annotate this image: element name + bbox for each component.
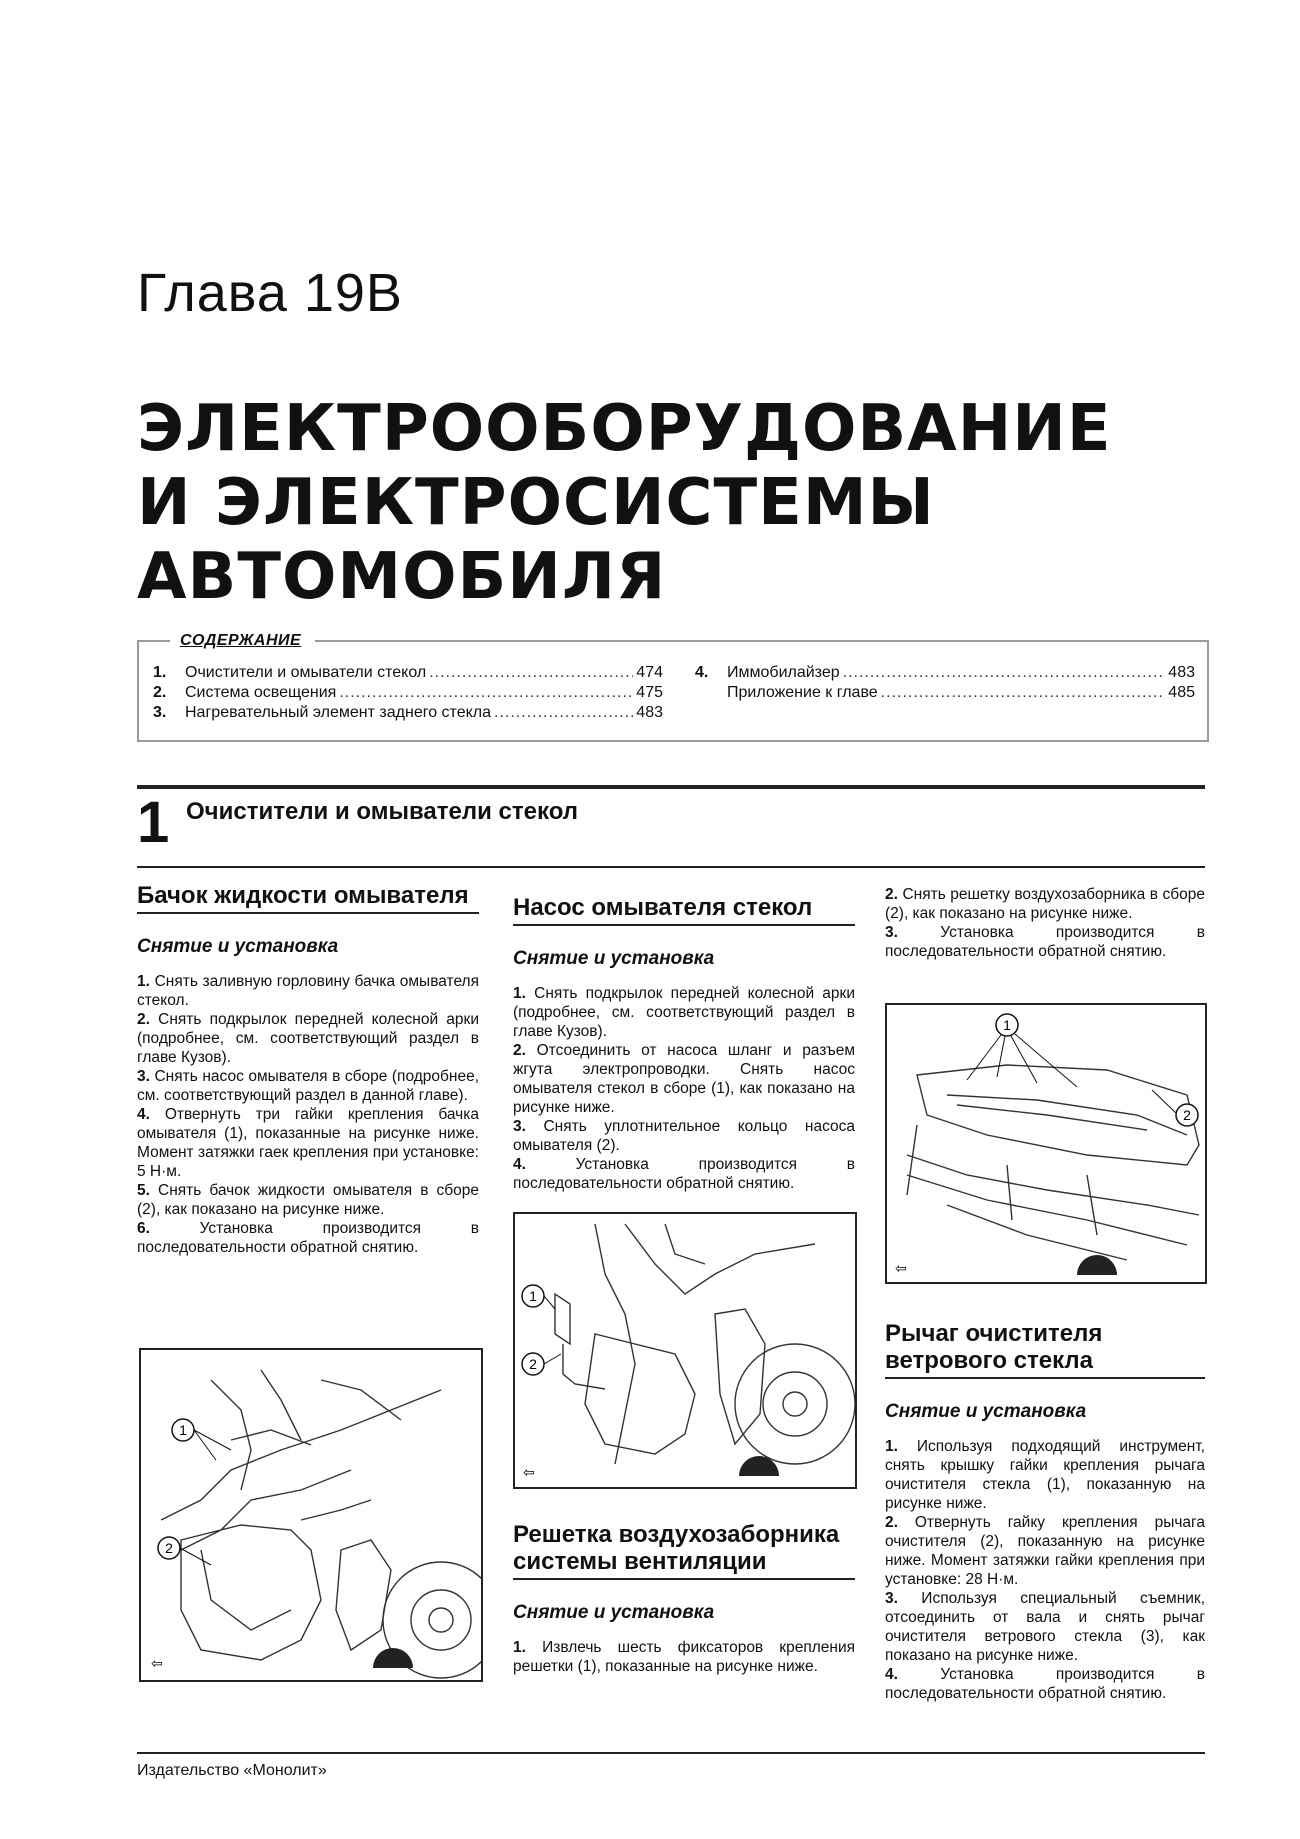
- chapter-label: Глава 19В: [137, 263, 403, 323]
- step-text: Отвернуть три гайки крепления бачка омывателя (1), показанные на рисунке ниже. Момент затяжки гаек крепления при установке: 5 Н·м.: [137, 1106, 480, 1180]
- toc-leader: [494, 703, 633, 723]
- toc-number: 4.: [695, 664, 709, 681]
- step: [885, 885, 1205, 923]
- step: [885, 1589, 1205, 1665]
- toc-page: 483: [636, 704, 663, 721]
- step-text: Снять решетку воздухозаборника в сборе (2), как показано на рисунке ниже.: [885, 886, 1205, 922]
- step: [137, 1181, 479, 1219]
- toc-entry[interactable]: [153, 663, 663, 683]
- step: [137, 1010, 479, 1067]
- step-number: 4.: [885, 1666, 898, 1683]
- toc-text: Нагревательный элемент заднего стекла: [185, 704, 492, 721]
- column-2-lower: [513, 1521, 855, 1676]
- title-line: АВТОМОБИЛЯ: [137, 540, 667, 614]
- step-text: Снять подкрылок передней колесной арки (подробнее, см. соответствующий раздел в главе Кузов).: [513, 985, 855, 1040]
- step-number: 2.: [885, 1514, 898, 1531]
- footer-publisher: Издательство «Монолит»: [137, 1762, 327, 1779]
- step-text: Снять подкрылок передней колесной арки (подробнее, см. соответствующий раздел в главе Кузов).: [137, 1011, 479, 1066]
- toc-page: 474: [636, 664, 663, 681]
- steps-list: [513, 984, 855, 1193]
- callout-label: 2: [529, 1356, 537, 1372]
- steps-list: [137, 972, 479, 1257]
- toc-leader: [843, 663, 1166, 683]
- column-2: [513, 894, 855, 1193]
- heading-air-intake-grille: Решетка воздухозаборника системы вентиляции: [513, 1521, 855, 1580]
- step-number: 2.: [885, 886, 898, 903]
- step-text: Отвернуть гайку крепления рычага очистителя (2), показанную на рисунке ниже. Момент затяжки гайки крепления при установке: 28 Н·м.: [885, 1514, 1205, 1588]
- step: [137, 1219, 479, 1257]
- step-text: Установка производится в последовательности обратной снятию.: [885, 1666, 1205, 1702]
- step-text: Установка производится в последовательности обратной снятию.: [885, 924, 1205, 960]
- diagram-air-intake-grille: [887, 1005, 1205, 1282]
- callout-label: 1: [529, 1288, 537, 1304]
- callout-label: 1: [179, 1422, 187, 1438]
- step-number: 4.: [137, 1106, 150, 1123]
- diagram-washer-pump: [515, 1214, 855, 1487]
- toc-leader: [339, 683, 633, 703]
- section-title: Очистители и омыватели стекол: [186, 798, 579, 825]
- arrow-icon: ⇦: [151, 1656, 163, 1672]
- chapter-title: [137, 392, 1137, 614]
- arrow-icon: ⇦: [895, 1261, 907, 1277]
- step-number: 4.: [513, 1156, 526, 1173]
- step-number: 2.: [137, 1011, 150, 1028]
- toc-label: СОДЕРЖАНИЕ: [170, 631, 315, 651]
- step-number: 1.: [513, 985, 526, 1002]
- subheading-removal: Снятие и установка: [885, 1401, 1087, 1422]
- figure-air-intake-grille: [885, 1003, 1207, 1284]
- toc-leader: [881, 683, 1166, 703]
- toc-page: 483: [1168, 664, 1195, 681]
- step: [513, 984, 855, 1041]
- step-number: 1.: [137, 973, 150, 990]
- step-number: 2.: [513, 1042, 526, 1059]
- step-text: Используя подходящий инструмент, снять крышку гайки крепления рычага очистителя стекла (1), показанную на рисунке ниже.: [885, 1438, 1205, 1512]
- toc-entry[interactable]: [153, 683, 663, 703]
- step: [885, 923, 1205, 961]
- column-3-lower: [885, 1320, 1205, 1703]
- step-text: Установка производится в последовательности обратной снятию.: [513, 1156, 855, 1192]
- toc-entry[interactable]: [695, 663, 1195, 683]
- footer-rule: [137, 1752, 1205, 1754]
- toc-column-right: [695, 663, 1195, 703]
- subheading-removal: Снятие и установка: [513, 1602, 715, 1623]
- figure-washer-pump: [513, 1212, 857, 1489]
- callout-label: 1: [1003, 1017, 1011, 1033]
- subheading-removal: Снятие и установка: [513, 948, 715, 969]
- title-line: И ЭЛЕКТРОСИСТЕМЫ: [137, 466, 935, 540]
- title-line: ЭЛЕКТРООБОРУДОВАНИЕ: [137, 392, 1112, 466]
- toc-page: 475: [636, 684, 663, 701]
- toc-text: Иммобилайзер: [727, 664, 840, 681]
- step: [513, 1041, 855, 1117]
- step: [885, 1513, 1205, 1589]
- step-number: 3.: [885, 1590, 898, 1607]
- toc-column-left: [153, 663, 663, 723]
- step-text: Используя специальный съемник, отсоединить от вала и снять рычаг очистителя ветрового стекла (3), как показано на рисунке ниже.: [885, 1590, 1205, 1664]
- step-number: 3.: [137, 1068, 150, 1085]
- heading-wiper-arm: Рычаг очистителя ветрового стекла: [885, 1320, 1205, 1379]
- step: [513, 1155, 855, 1193]
- toc-number: 2.: [153, 684, 167, 701]
- step-number: 3.: [513, 1118, 526, 1135]
- step-number: 6.: [137, 1220, 150, 1237]
- heading-washer-reservoir: Бачок жидкости омывателя: [137, 882, 479, 914]
- toc-text: Приложение к главе: [727, 684, 878, 701]
- step: [137, 972, 479, 1010]
- step-text: Установка производится в последовательности обратной снятию.: [137, 1220, 479, 1256]
- steps-list: [885, 1437, 1205, 1703]
- callout-label: 2: [165, 1540, 173, 1556]
- toc-entry[interactable]: [695, 683, 1195, 703]
- toc-entry[interactable]: [153, 703, 663, 723]
- step-number: 3.: [885, 924, 898, 941]
- column-3: [885, 885, 1205, 961]
- arrow-icon: ⇦: [523, 1465, 535, 1481]
- step: [137, 1067, 479, 1105]
- step-text: Отсоединить от насоса шланг и разъем жгута электропроводки. Снять насос омывателя стекол в сборе (1), как показано на рисунке ниже.: [513, 1042, 855, 1116]
- step-text: Снять бачок жидкости омывателя в сборе (2), как показано на рисунке ниже.: [137, 1182, 479, 1218]
- section-rule-top: [137, 785, 1205, 789]
- step: [137, 1105, 479, 1181]
- callout-label: 2: [1183, 1107, 1191, 1123]
- diagram-washer-reservoir: [141, 1350, 481, 1680]
- column-1: [137, 882, 479, 1257]
- step-text: Извлечь шесть фиксаторов крепления решетки (1), показанные на рисунке ниже.: [513, 1639, 855, 1675]
- step: [513, 1638, 855, 1676]
- toc-page: 485: [1168, 684, 1195, 701]
- step-number: 5.: [137, 1182, 150, 1199]
- toc-number: [695, 683, 727, 703]
- step: [885, 1437, 1205, 1513]
- section-rule-bottom: [137, 866, 1205, 868]
- toc-number: 1.: [153, 664, 167, 681]
- toc-number: 3.: [153, 704, 167, 721]
- step-text: Снять уплотнительное кольцо насоса омывателя (2).: [513, 1118, 855, 1154]
- subheading-removal: Снятие и установка: [137, 936, 339, 957]
- step-number: 1.: [513, 1639, 526, 1656]
- step-text: Снять насос омывателя в сборе (подробнее, см. соответствующий раздел в данной главе).: [137, 1068, 479, 1104]
- step: [513, 1117, 855, 1155]
- toc-text: Очистители и омыватели стекол: [185, 664, 427, 681]
- step-number: 1.: [885, 1438, 898, 1455]
- figure-washer-reservoir: [139, 1348, 483, 1682]
- toc-text: Система освещения: [185, 684, 337, 701]
- toc-leader: [429, 663, 633, 683]
- step: [885, 1665, 1205, 1703]
- step-text: Снять заливную горловину бачка омывателя стекол.: [137, 973, 479, 1009]
- heading-washer-pump: Насос омывателя стекол: [513, 894, 855, 926]
- section-number: 1: [137, 790, 170, 855]
- steps-list: [513, 1638, 855, 1676]
